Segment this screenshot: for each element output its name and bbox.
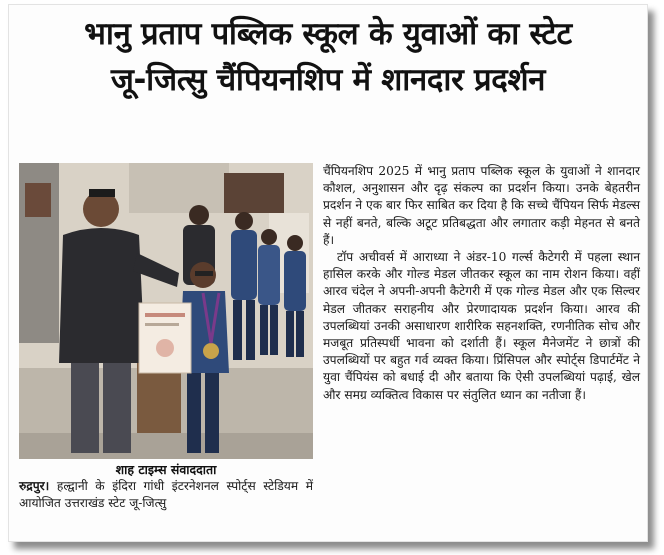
- award-ceremony-photo: [19, 163, 313, 459]
- newspaper-clipping: [8, 4, 648, 542]
- photo-caption: शाह टाइम्स संवाददाता: [115, 462, 217, 477]
- paragraph-1: चैंपियनशिप 2025 में भानु प्रताप पब्लिक स्कूल के युवाओं ने शानदार कौशल, अनुशासन और दृढ़ संकल्प का प्रदर्शन किया। उनके बेहतरीन प्रदर्शन ने एक बार फिर साबित कर दिया है कि सच्चे चैंपियन सिर्फ मेडल्स से नहीं बनते, बल्कि अटूट प्रतिबद्धता और लगातार कड़ी मेहनत से बनते हैं।: [323, 164, 640, 247]
- headline-line-1: भानु प्रताप पब्लिक स्कूल के युवाओं का स्टेट: [84, 16, 572, 52]
- paragraph-2: टॉप अचीवर्स में आराध्या ने अंडर-10 गर्ल्स कैटेगरी में पहला स्थान हासिल करके और गोल्ड मेडल जीतकर स्कूल का नाम रोशन किया। वहीं आरव चंदेल ने अपनी-अपनी कैटेगरी में एक गोल्ड मेडल और एक सिल्वर मेडल जीतकर सराहनीय और प्रेरणादायक प्रदर्शन किया। आरव की उपलब्धियां उनकी असाधारण शारीरिक सहनशक्ति, रणनीतिक सोच और मजबूत प्रतिस्पर्धी भावना को दर्शाती हैं। स्कूल मैनेजमेंट ने छात्रों की उपलब्धियों पर बहुत गर्व व्यक्त किया। प्रिंसिपल और स्पोर्ट्स डिपार्टमेंट ने युवा चैंपियंस को बधाई दी और बताया कि ऐसी उपलब्धियां पढ़ाई, खेल और समग्र व्यक्तित्व विकास पर संतुलित ध्यान का नतीजा हैं।: [323, 250, 640, 402]
- article-photo: [19, 163, 313, 459]
- dateline: रुद्रपुर।: [19, 479, 50, 493]
- headline-line-2: जू-जित्सु चैंपियनशिप में शानदार प्रदर्शन: [110, 62, 546, 98]
- lead-block: [19, 478, 313, 512]
- article-body: [323, 163, 640, 404]
- lead-text: हल्द्वानी के इंदिरा गांधी इंटरनेशनल स्पोर्ट्स स्टेडियम में आयोजित उत्तराखंड स्टेट जू-जित्सु: [19, 479, 313, 510]
- headline: [17, 11, 639, 103]
